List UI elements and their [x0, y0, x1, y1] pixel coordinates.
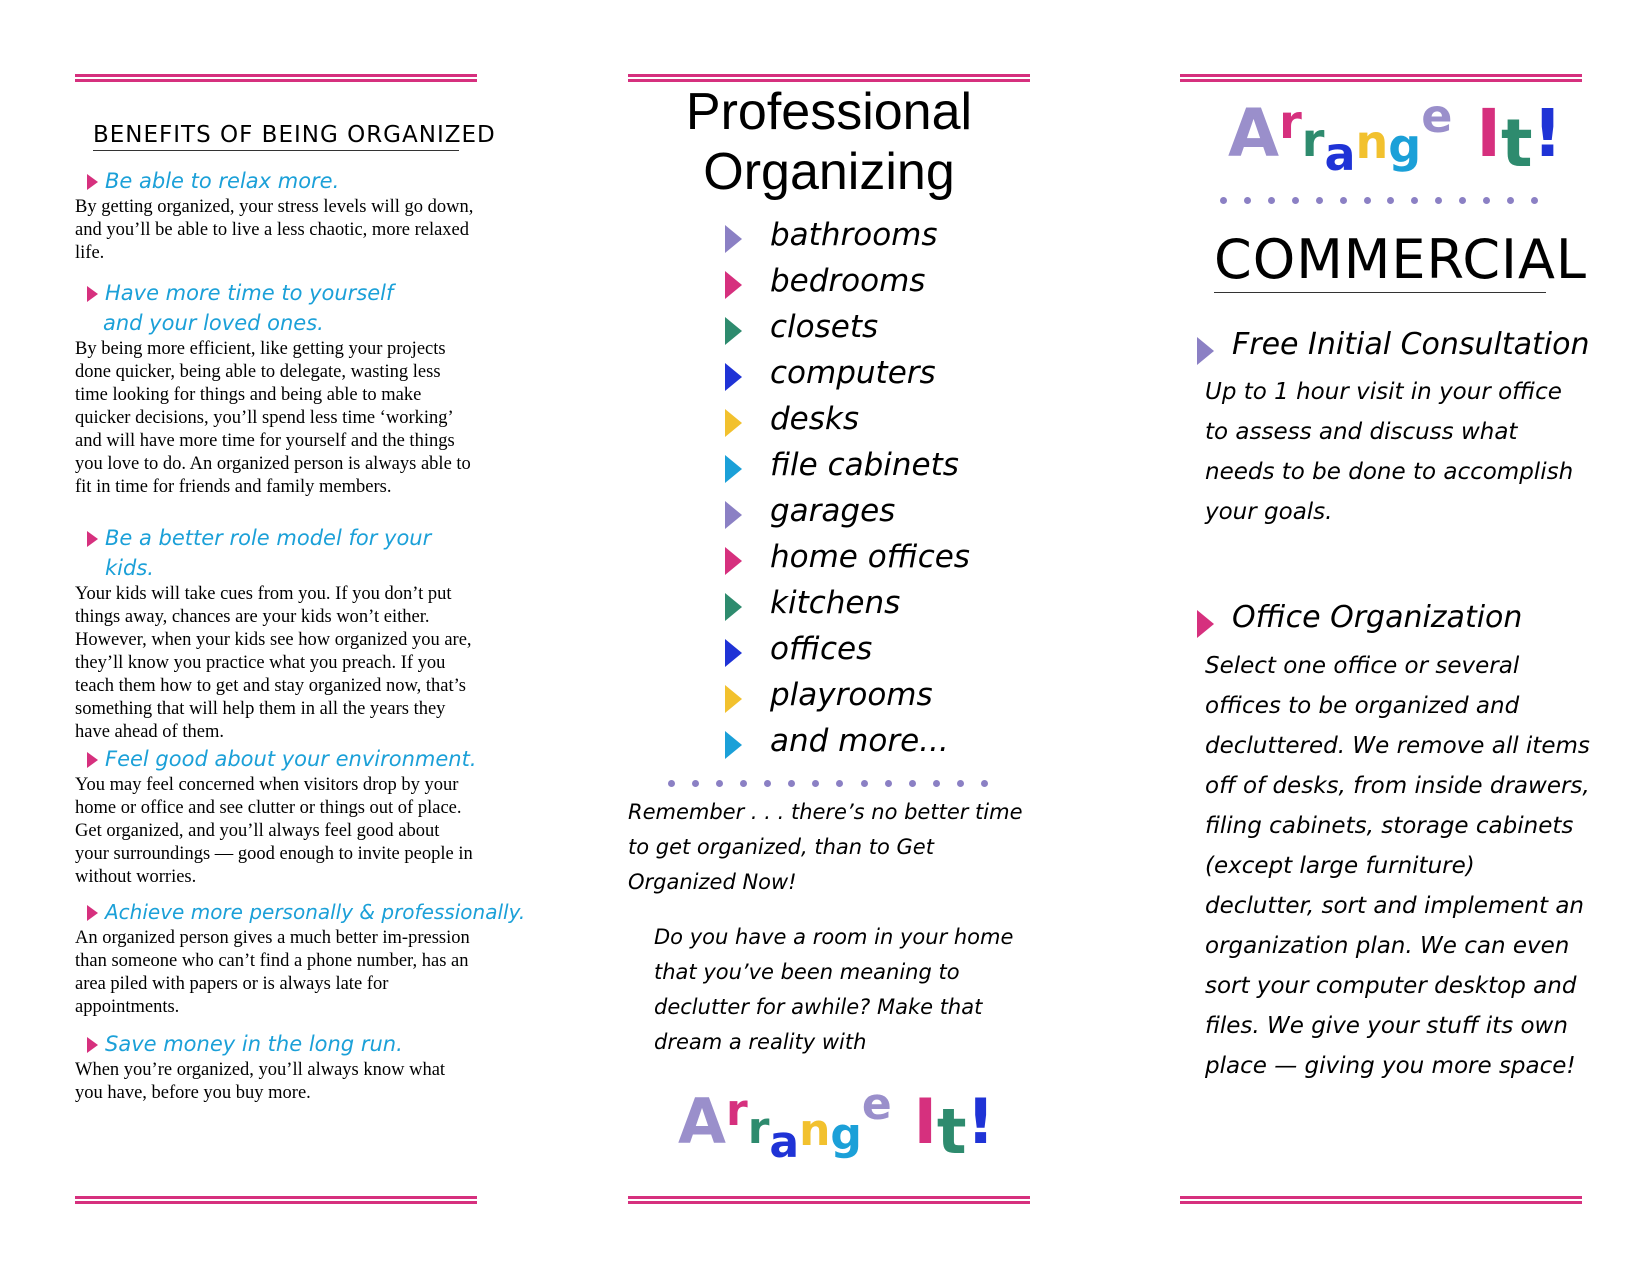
benefit-item: [75, 523, 477, 744]
benefit-body: By being more efficient, like getting your projects done quicker, being able to delegate, wasting less time looking for things and being able to make quicker decisions, you’ll spend less time ‘working’ and will have more time for yourself and the things you love to do. An organized person is always able to fit in time for friends and family members.: [75, 339, 471, 497]
benefit-body: You may feel concerned when visitors drop by your home or office and see clutter or things out of place. Get organized, and you’ll always feel good about your surroundings — good enough to invite people in without worries.: [75, 775, 473, 887]
triangle-bullet-icon: [87, 531, 98, 547]
triangle-bullet-icon: [725, 225, 742, 253]
triangle-bullet-icon: [1197, 337, 1214, 365]
service-heading: Office Organization: [1200, 600, 1490, 635]
service-heading: Free Initial Consultation: [1200, 327, 1558, 362]
benefit-item: [75, 1029, 477, 1105]
page-title-line1: Professional: [685, 83, 973, 141]
arrange-it-logo: Arrange It!: [678, 1079, 995, 1168]
benefit-heading-text: Be able to relax more.: [105, 169, 340, 193]
benefit-heading: [75, 523, 477, 583]
triangle-bullet-icon: [87, 905, 98, 921]
benefits-panel: [75, 0, 526, 1274]
question-text: Do you have a room in your home that you’ve been meaning to declutter for awhile? Make that dream a reality with: [654, 925, 1014, 1054]
benefit-item: [75, 744, 477, 889]
triangle-bullet-icon: [725, 593, 742, 621]
triangle-bullet-icon: [725, 501, 742, 529]
benefit-heading: [75, 1029, 477, 1059]
triangle-bullet-icon: [725, 731, 742, 759]
benefit-body: When you’re organized, you’ll always know what you have, before you buy more.: [75, 1060, 446, 1103]
dot-divider: [668, 780, 988, 787]
benefit-heading: [75, 897, 526, 927]
triangle-bullet-icon: [87, 1037, 98, 1053]
triangle-bullet-icon: [87, 286, 98, 302]
triangle-bullet-icon: [87, 752, 98, 768]
benefit-heading: [75, 166, 477, 196]
benefit-body: An organized person gives a much better im-pression than someone who can’t find a phone number, has an area piled with papers or is always late for appointments.: [75, 928, 470, 1017]
top-rule: [75, 74, 477, 82]
triangle-bullet-icon: [725, 685, 742, 713]
benefit-heading-text: Feel good about your environment.: [105, 747, 477, 771]
bottom-rule: [628, 1196, 1030, 1204]
benefit-heading-text: Save money in the long run.: [105, 1032, 403, 1056]
benefit-item: [75, 278, 477, 499]
benefit-heading: [75, 744, 477, 774]
triangle-bullet-icon: [87, 174, 98, 190]
benefit-body: By getting organized, your stress levels will go down, and you’ll be able to live a less chaotic, more relaxed life.: [75, 197, 474, 263]
commercial-title: COMMERCIAL: [1214, 228, 1587, 291]
bottom-rule: [75, 1196, 477, 1204]
top-rule: [1180, 74, 1582, 82]
benefit-item: [75, 897, 526, 1019]
benefit-heading-text: Have more time to yourself: [105, 281, 394, 305]
triangle-bullet-icon: [725, 363, 742, 391]
benefit-heading-text: Be a better role model for your kids.: [105, 526, 432, 580]
arrange-it-logo: Arrange It!: [1228, 89, 1563, 182]
service-body: Select one office or several offices to be organized and decluttered. We remove all items off of desks, from inside drawers, filing cabinets, storage cabinets (except large furniture) declutter, sort and implement an organization plan. We can even sort your computer desktop and files. We give your stuff its own place — giving you more space!: [1205, 653, 1590, 1079]
benefits-title: BENEFITS OF BEING ORGANIZED: [93, 122, 459, 151]
triangle-bullet-icon: [725, 317, 742, 345]
commercial-panel: [1180, 0, 1590, 1274]
bottom-rule: [1180, 1196, 1582, 1204]
triangle-bullet-icon: [1197, 610, 1214, 638]
benefit-body: Your kids will take cues from you. If you don’t put things away, chances are your kids won’t either. However, when your kids see how organized you are, they’ll know you practice what you preach. If you teach them how to get and stay organized now, that’s something that will help them in all the years they have ahead of them.: [75, 584, 472, 742]
triangle-bullet-icon: [725, 547, 742, 575]
service-body: Up to 1 hour visit in your office to assess and discuss what needs to be done to accomplish your goals.: [1205, 379, 1574, 525]
benefit-item: [75, 166, 477, 265]
triangle-bullet-icon: [725, 639, 742, 667]
benefit-heading: [75, 278, 477, 308]
benefit-heading-line2: and your loved ones.: [103, 311, 324, 335]
services-list-panel: Professional Organizing bathrooms bedrooms closets computers desks file cabinets garages home offices kitchens offices playrooms and more... Remember . . . there’s no better time to get organized, than to Get Organized Now! Do you have a room in your home that you’ve been meaning to declutter for awhile? Make that dream a reality with Arrange It!: [628, 0, 1030, 1274]
triangle-bullet-icon: [725, 271, 742, 299]
triangle-bullet-icon: [725, 409, 742, 437]
benefit-heading-text: Achieve more personally & professionally.: [105, 900, 526, 924]
dot-divider: [1220, 197, 1538, 204]
page-title-line2: Organizing: [703, 143, 955, 201]
top-rule: [628, 74, 1030, 82]
triangle-bullet-icon: [725, 455, 742, 483]
remember-text: Remember . . . there’s no better time to get organized, than to Get Organized Now!: [628, 800, 1023, 894]
